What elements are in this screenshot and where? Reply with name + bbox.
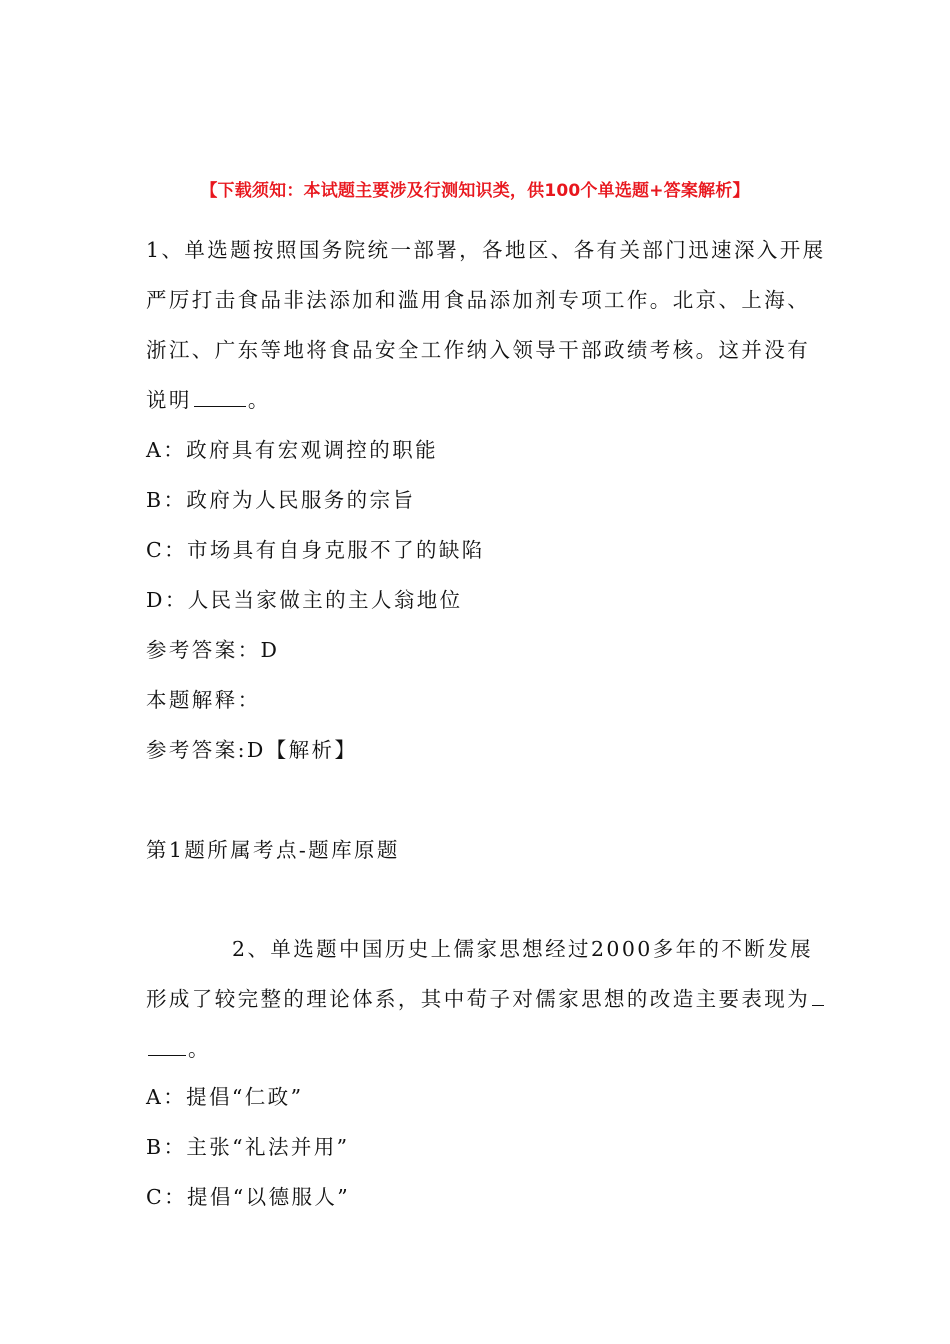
q1-stem-end: 。	[247, 388, 271, 412]
download-notice: 【下载须知：本试题主要涉及行测知识类，供100个单选题+答案解析】	[200, 181, 750, 201]
q1-stem-line-2: 严厉打击食品非法添加和滥用食品添加剂专项工作。北京、上海、	[146, 288, 811, 312]
q1-answer: 参考答案：D	[146, 638, 280, 662]
q2-stem-line-2-text: 形成了较完整的理论体系，其中荀子对儒家思想的改造主要表现为	[146, 987, 811, 1011]
q1-explain: 参考答案:D【解析】	[146, 738, 358, 762]
q1-option-d: D：人民当家做主的主人翁地位	[146, 588, 463, 612]
q1-option-a: A：政府具有宏观调控的职能	[146, 438, 439, 462]
answer-blank	[194, 388, 246, 407]
answer-blank	[148, 1037, 186, 1056]
q1-stem-line-3: 浙江、广东等地将食品安全工作纳入领导干部政绩考核。这并没有	[146, 338, 811, 362]
q2-option-b: B：主张“礼法并用”	[146, 1135, 350, 1159]
q2-stem-line-3	[146, 1035, 211, 1063]
q1-stem-line-1: 1、单选题按照国务院统一部署，各地区、各有关部门迅速深入开展	[146, 238, 826, 262]
answer-blank	[812, 987, 824, 1006]
q1-option-c: C：市场具有自身克服不了的缺陷	[146, 538, 485, 562]
q2-stem-line-2	[146, 985, 826, 1013]
q2-stem-end: 。	[188, 1037, 211, 1061]
q2-option-c: C：提倡“以德服人”	[146, 1185, 351, 1209]
q1-explain-label: 本题解释：	[146, 688, 261, 712]
q1-topic: 第1题所属考点-题库原题	[146, 838, 400, 862]
q2-stem-line-1: 2、单选题中国历史上儒家思想经过2000多年的不断发展	[232, 937, 814, 961]
q2-option-a: A：提倡“仁政”	[146, 1085, 304, 1109]
q1-stem-tail: 说明	[146, 388, 192, 412]
q1-stem-line-4	[146, 386, 271, 414]
q1-option-b: B：政府为人民服务的宗旨	[146, 488, 416, 512]
